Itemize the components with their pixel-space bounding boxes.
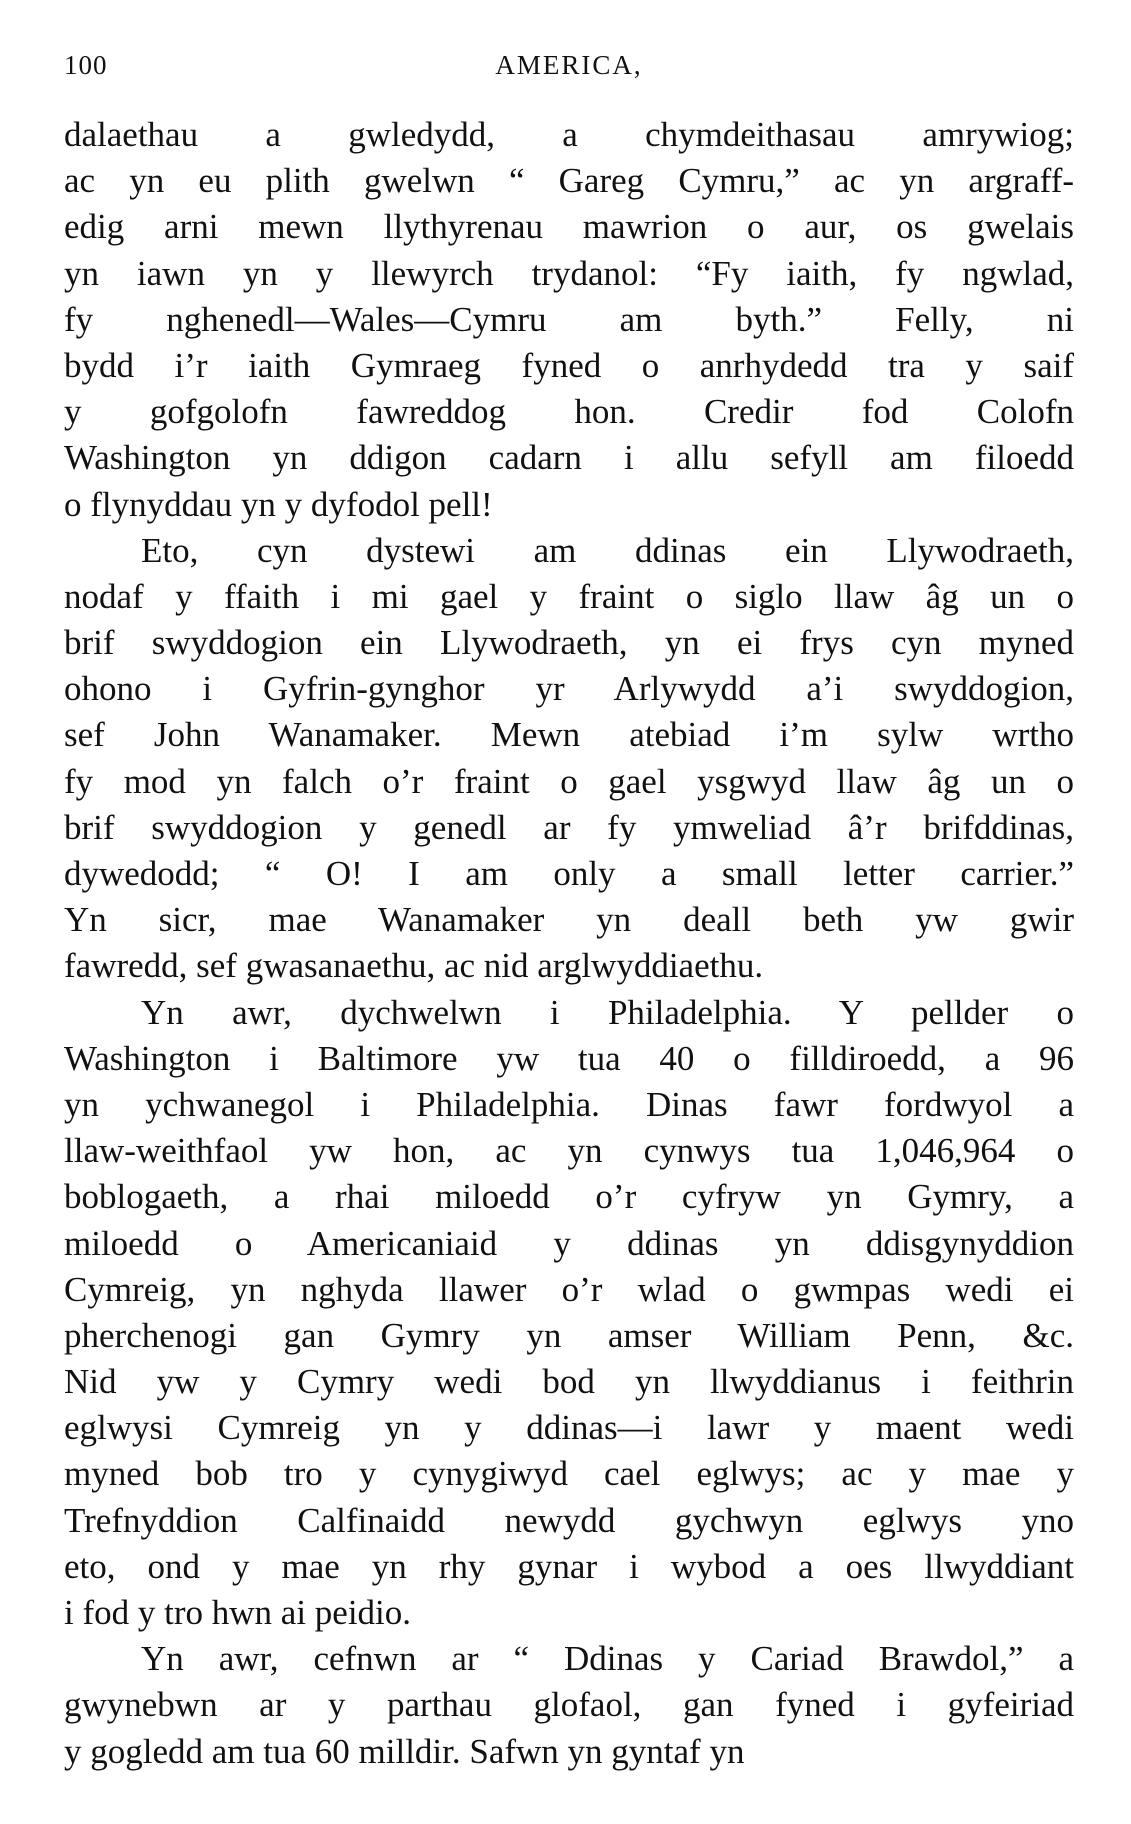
text-line: brif swyddogion ein Llywodraeth, yn ei frys cyn myned bbox=[64, 623, 1074, 663]
text-line: Washington i Baltimore yw tua 40 o filldiroedd, a 96 bbox=[64, 1038, 1074, 1078]
text-line: bydd i’r iaith Gymraeg fyned o anrhydedd tra y saif bbox=[64, 345, 1074, 385]
text-line: y gofgolofn fawreddog hon. Credir fod Colofn bbox=[64, 392, 1074, 432]
text-line: gwynebwn ar y parthau glofaol, gan fyned i gyfeiriad bbox=[64, 1685, 1074, 1725]
paragraph-3 bbox=[64, 990, 1074, 1637]
text-line: boblogaeth, a rhai miloedd o’r cyfryw yn Gymry, a bbox=[64, 1177, 1074, 1217]
text-line: Yn awr, dychwelwn i Philadelphia. Y pellder o bbox=[141, 992, 1074, 1032]
text-line: edig arni mewn llythyrenau mawrion o aur, os gwelais bbox=[64, 207, 1074, 247]
text-line: Yn awr, cefnwn ar “ Ddinas y Cariad Brawdol,” a bbox=[141, 1639, 1074, 1679]
text-line: brif swyddogion y genedl ar fy ymweliad â’r brifddinas, bbox=[64, 807, 1074, 847]
text-line: Yn sicr, mae Wanamaker yn deall beth yw gwir bbox=[64, 900, 1074, 940]
text-line: dywedodd; “ O! I am only a small letter carrier.” bbox=[64, 854, 1074, 893]
text-line: llaw-weithfaol yw hon, ac yn cynwys tua 1,046,964 o bbox=[64, 1131, 1074, 1171]
text-line: Trefnyddion Calfinaidd newydd gychwyn eglwys yno bbox=[64, 1500, 1074, 1540]
text-line: Eto, cyn dystewi am ddinas ein Llywodraeth, bbox=[141, 530, 1074, 570]
running-title: AMERICA, bbox=[495, 50, 643, 80]
text-line: fy mod yn falch o’r fraint o gael ysgwyd llaw âg un o bbox=[64, 761, 1074, 801]
text-line: y gogledd am tua 60 milldir. Safwn yn gyntaf yn bbox=[64, 1731, 745, 1771]
paragraph-2 bbox=[64, 528, 1074, 990]
text-line: miloedd o Americaniaid y ddinas yn ddisgynyddion bbox=[64, 1223, 1074, 1263]
paragraph-1 bbox=[64, 112, 1074, 528]
text-line: yn iawn yn y llewyrch trydanol: “Fy iaith, fy ngwlad, bbox=[64, 253, 1074, 293]
text-line: eto, ond y mae yn rhy gynar i wybod a oes llwyddiant bbox=[64, 1546, 1074, 1586]
text-line: Washington yn ddigon cadarn i allu sefyll am filoedd bbox=[64, 438, 1074, 478]
text-line: i fod y tro hwn ai peidio. bbox=[64, 1593, 412, 1632]
text-line: sef John Wanamaker. Mewn atebiad i’m sylw wrtho bbox=[64, 715, 1074, 755]
text-line: Nid yw y Cymry wedi bod yn llwyddianus i feithrin bbox=[64, 1362, 1074, 1402]
text-line: o flynyddau yn y dyfodol pell! bbox=[64, 484, 493, 524]
text-line: myned bob tro y cynygiwyd cael eglwys; ac y mae y bbox=[64, 1454, 1074, 1494]
text-line: pherchenogi gan Gymry yn amser William Penn, &c. bbox=[64, 1315, 1074, 1355]
text-line: ac yn eu plith gwelwn “ Gareg Cymru,” ac yn argraff- bbox=[64, 161, 1074, 201]
paragraph-4 bbox=[64, 1636, 1074, 1775]
text-line: ohono i Gyfrin-gynghor yr Arlywydd a’i swyddogion, bbox=[64, 669, 1074, 709]
text-line: dalaethau a gwledydd, a chymdeithasau amrywiog; bbox=[64, 115, 1074, 154]
page-number: 100 bbox=[64, 50, 108, 80]
body-text bbox=[64, 112, 1074, 1775]
text-line: fy nghenedl—Wales—Cymru am byth.” Felly, ni bbox=[64, 299, 1074, 339]
text-line: yn ychwanegol i Philadelphia. Dinas fawr fordwyol a bbox=[64, 1084, 1074, 1124]
text-line: eglwysi Cymreig yn y ddinas—i lawr y maent wedi bbox=[64, 1408, 1074, 1448]
text-line: Cymreig, yn nghyda llawer o’r wlad o gwmpas wedi ei bbox=[64, 1269, 1074, 1309]
running-head bbox=[64, 50, 1074, 90]
text-line: nodaf y ffaith i mi gael y fraint o siglo llaw âg un o bbox=[64, 576, 1074, 616]
text-line: fawredd, sef gwasanaethu, ac nid arglwyddiaethu. bbox=[64, 946, 764, 986]
